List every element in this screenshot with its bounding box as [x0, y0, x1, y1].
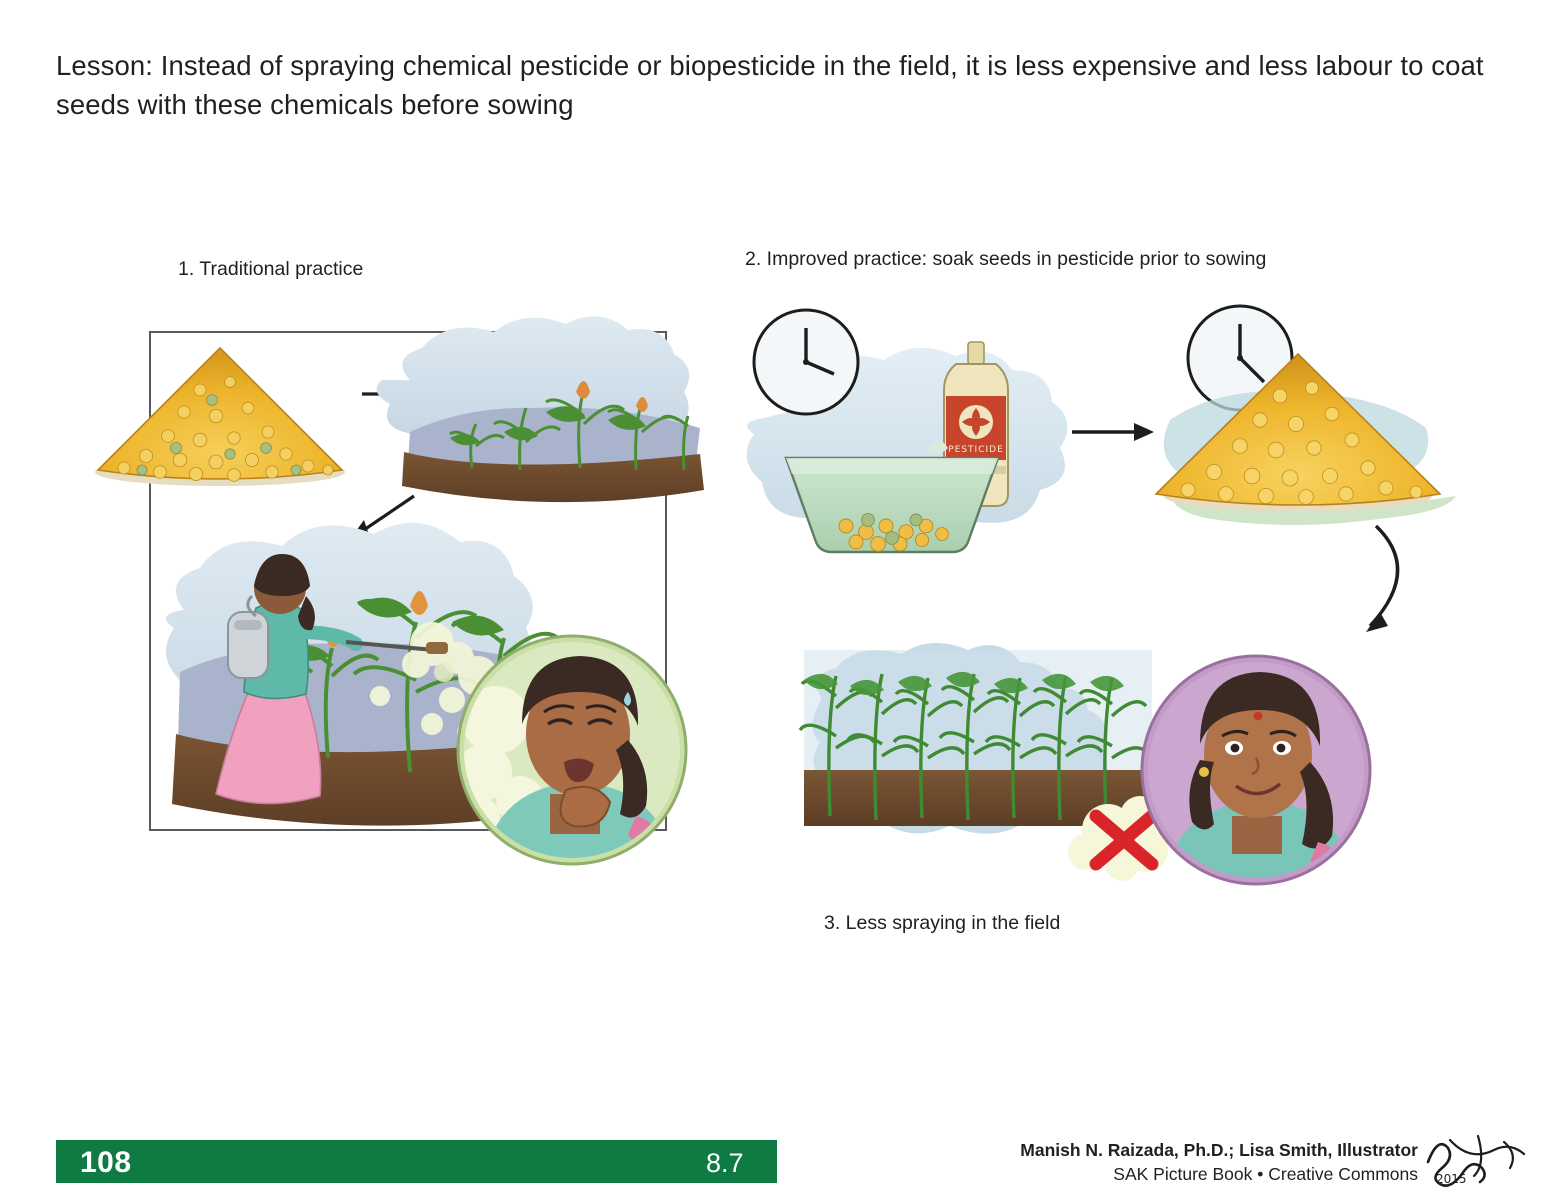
panel-2-illustration [740, 300, 1440, 640]
section-number: 8.7 [706, 1148, 744, 1178]
panel-3-caption: 3. Less spraying in the field [824, 912, 1061, 934]
clock-icon-start [754, 310, 858, 414]
young-maize-field-art [377, 316, 704, 502]
signature-year: 2015 [1436, 1172, 1467, 1186]
soaking-bowl-art [786, 440, 998, 552]
panel-3-illustration [790, 620, 1390, 910]
panel-2-caption: 2. Improved practice: soak seeds in pesticide prior to sowing [745, 248, 1267, 270]
panel-1-illustration [80, 320, 700, 880]
svg-text:PESTICIDE: PESTICIDE [948, 445, 1004, 455]
inset-portrait-coughing [456, 636, 686, 864]
panel-1-caption: 1. Traditional practice [178, 258, 364, 280]
page-title: Lesson: Instead of spraying chemical pesticide or biopesticide in the field, it is less expensive and less labour to coat seeds with these chemicals before sowing [56, 50, 1484, 121]
seed-pile-art [95, 348, 345, 486]
arrow-right-icon-panel2 [1072, 423, 1154, 441]
footer-bar [56, 1140, 777, 1183]
page-number: 108 [80, 1146, 132, 1179]
illustrator-signature [1420, 1128, 1532, 1190]
inset-portrait-smiling [1142, 656, 1370, 884]
curved-arrow-down-icon [1366, 526, 1398, 632]
credit-authors: Manish N. Raizada, Ph.D.; Lisa Smith, Illustrator [1020, 1140, 1418, 1160]
credit-source: SAK Picture Book • Creative Commons [1113, 1164, 1418, 1184]
